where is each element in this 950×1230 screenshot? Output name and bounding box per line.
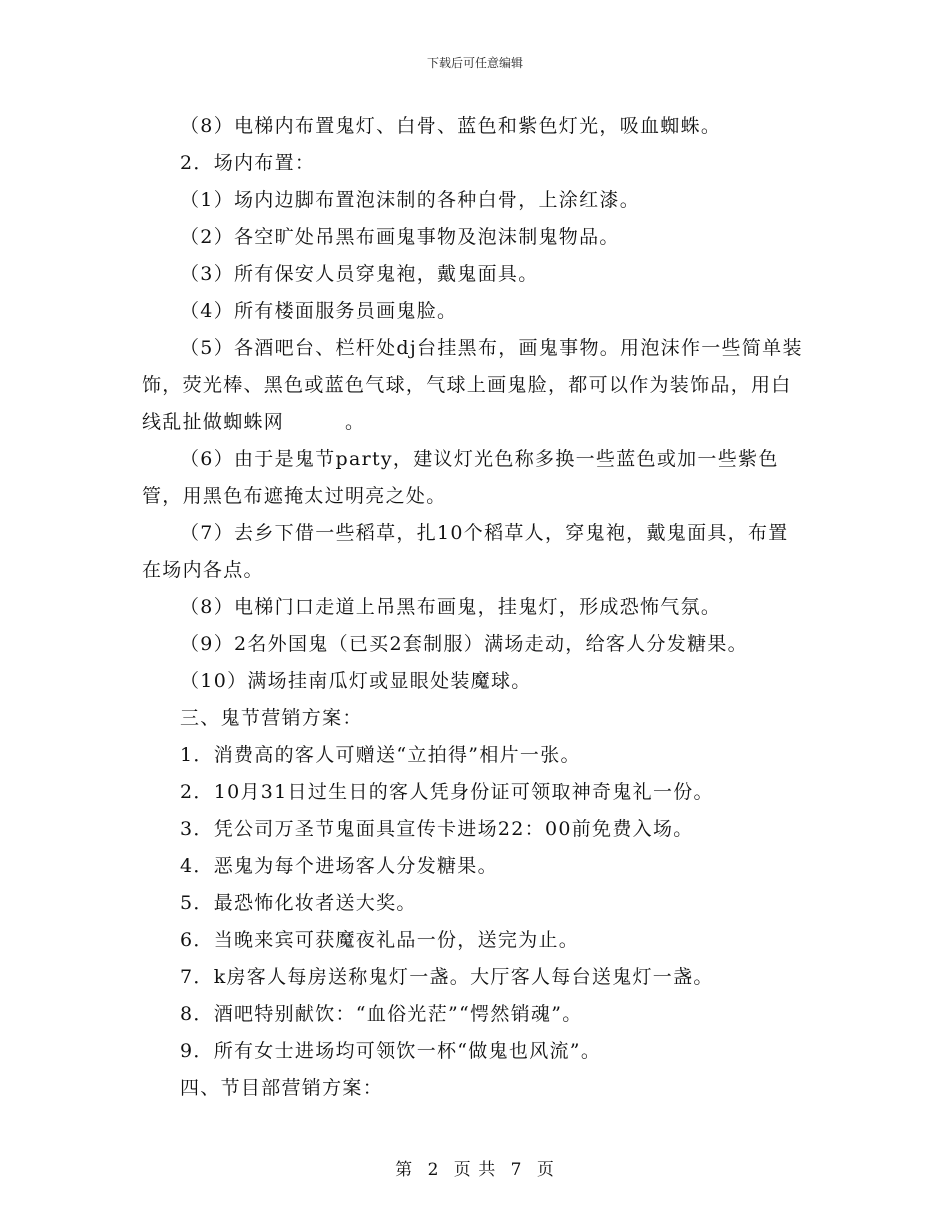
- section-heading-marketing: 三、鬼节营销方案：: [180, 707, 363, 729]
- paragraph-item: （9）2名外国鬼（已买2套制服）满场走动，给客人分发糖果。: [180, 633, 748, 655]
- paragraph-elevator-decor: （8）电梯内布置鬼灯、白骨、蓝色和紫色灯光，吸血蜘蛛。: [180, 115, 722, 137]
- paragraph-item: （7）去乡下借一些稻草，扎10个稻草人，穿鬼袍，戴鬼面具，布置在场内各点。: [142, 522, 789, 581]
- footer-middle: 页 共: [453, 1160, 497, 1180]
- paragraph-item: 6．当晚来宾可获魔夜礼品一份，送完为止。: [180, 929, 580, 951]
- paragraph-item: （10）满场挂南瓜灯或显眼处装魔球。: [180, 670, 532, 692]
- paragraph-item: 3．凭公司万圣节鬼面具宣传卡进场22：00前免费入场。: [180, 818, 694, 840]
- paragraph-item: （3）所有保安人员穿鬼袍，戴鬼面具。: [180, 263, 539, 285]
- paragraph-item: （1）场内边脚布置泡沫制的各种白骨，上涂红漆。: [180, 189, 640, 211]
- page-header: 下载后可任意编辑: [426, 56, 523, 70]
- footer-page-number: 2: [427, 1160, 440, 1180]
- paragraph-item: 9．所有女士进场均可领饮一杯“做鬼也风流”。: [180, 1040, 602, 1062]
- paragraph-item: 5．最恐怖化妆者送大奖。: [180, 892, 417, 914]
- paragraph-item: 2．10月31日过生日的客人凭身份证可领取神奇鬼礼一份。: [180, 781, 714, 803]
- section-venue-layout: 2．场内布置：: [180, 152, 316, 174]
- section-heading-program: 四、节目部营销方案：: [180, 1077, 384, 1099]
- document-body: [142, 108, 804, 1107]
- footer-total-pages: 7: [510, 1160, 523, 1180]
- page-footer: [0, 1155, 950, 1180]
- paragraph-item: （5）各酒吧台、栏杆处dj台挂黑布，画鬼事物。用泡沫作一些简单装饰，荧光棒、黑色或蓝色气球，气球上画鬼脸，都可以作为装饰品，用白线乱扯做蜘蛛网 。: [142, 337, 803, 433]
- paragraph-item: （2）各空旷处吊黑布画鬼事物及泡沫制鬼物品。: [180, 226, 620, 248]
- paragraph-item: 8．酒吧特别献饮：“血俗光茫”“愕然销魂”。: [180, 1003, 583, 1025]
- paragraph-item: 1．消费高的客人可赠送“立拍得”相片一张。: [180, 744, 581, 766]
- paragraph-item: （4）所有楼面服务员画鬼脸。: [180, 300, 458, 322]
- paragraph-item: 4．恶鬼为每个进场客人分发糖果。: [180, 855, 498, 877]
- footer-prefix: 第: [395, 1160, 414, 1180]
- paragraph-item: 7．k房客人每房送称鬼灯一盏。大厅客人每台送鬼灯一盏。: [180, 966, 714, 988]
- paragraph-item: （8）电梯门口走道上吊黑布画鬼，挂鬼灯，形成恐怖气氛。: [180, 596, 722, 618]
- paragraph-item: （6）由于是鬼节party，建议灯光色称多换一些蓝色或加一些紫色管，用黑色布遮掩太过明亮之处。: [142, 448, 779, 507]
- footer-suffix: 页: [536, 1160, 555, 1180]
